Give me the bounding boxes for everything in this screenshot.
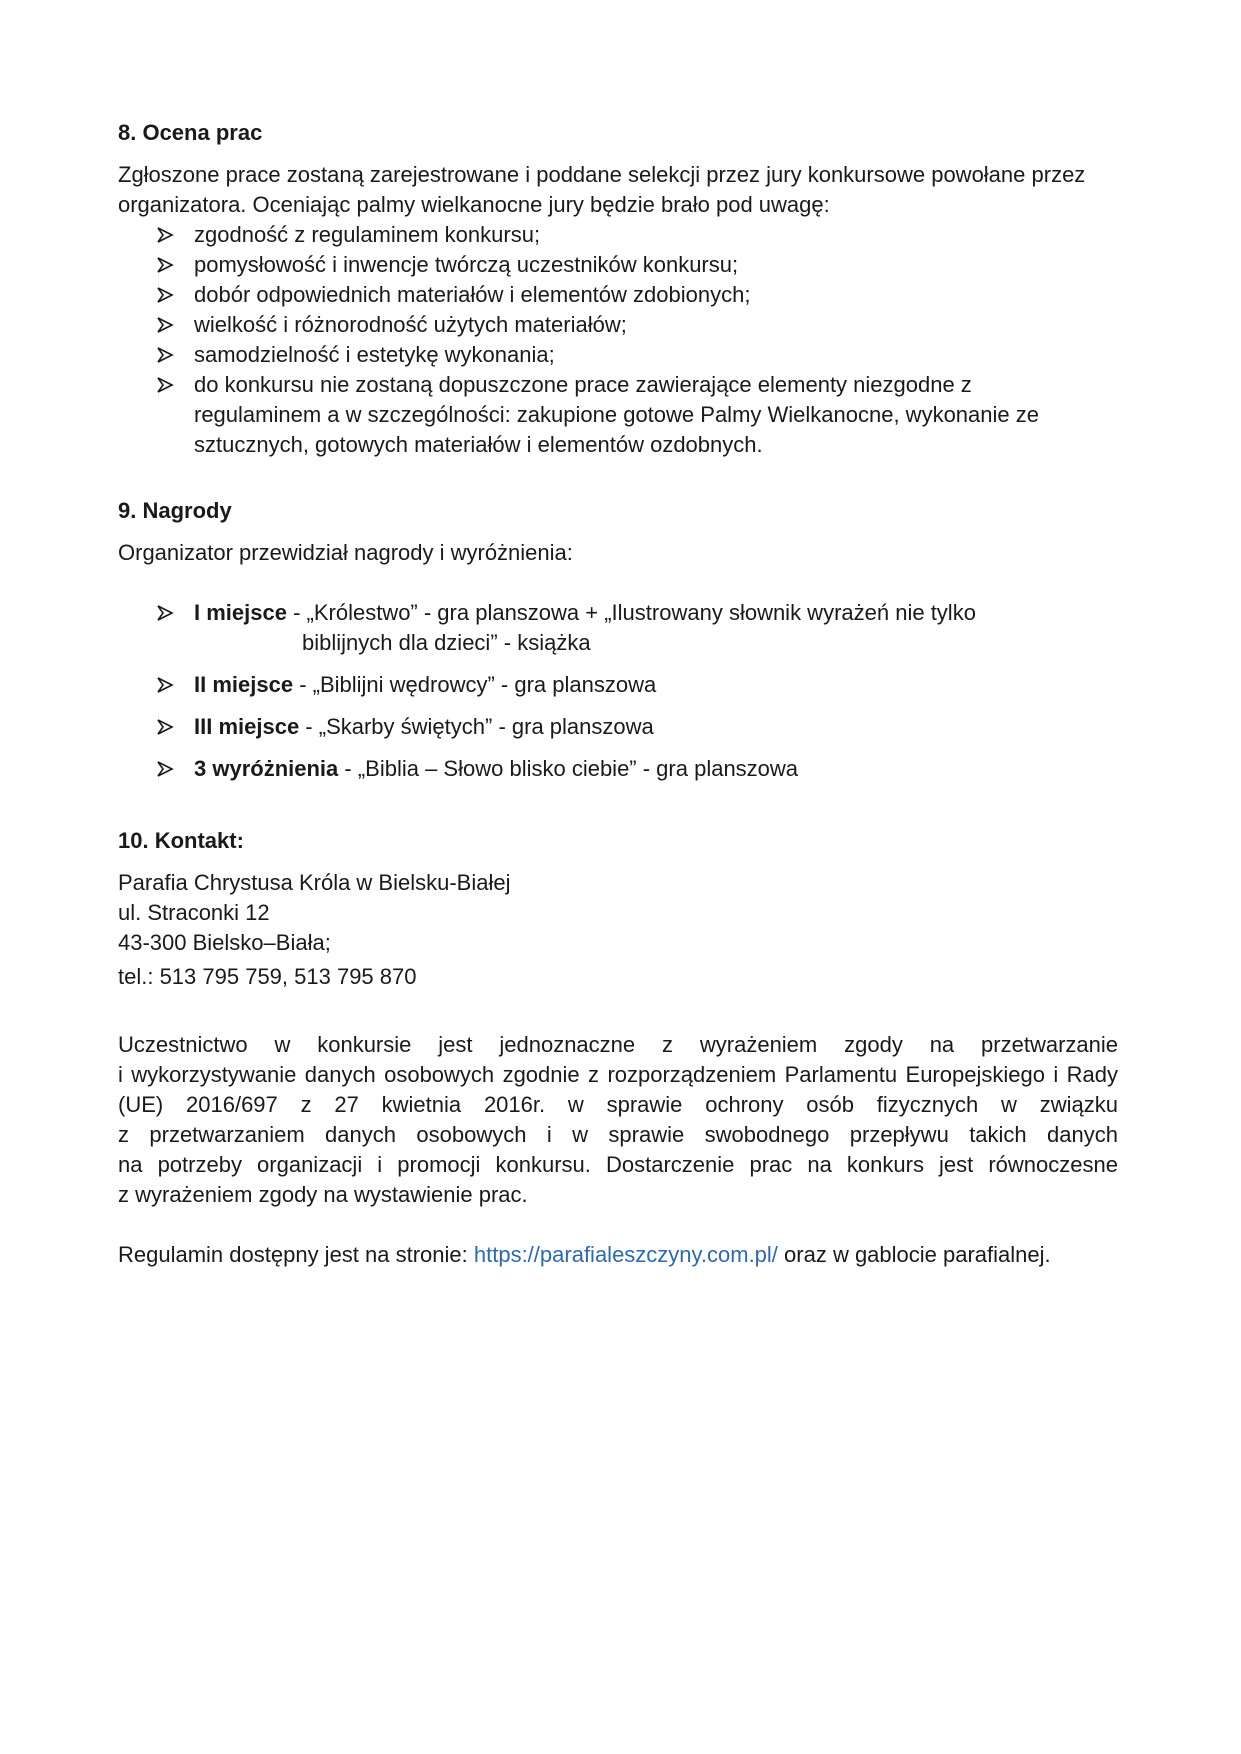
phone-numbers: tel.: 513 795 759, 513 795 870 — [118, 964, 417, 989]
prize-text: - „Biblijni wędrowcy” - gra planszowa — [293, 672, 657, 697]
section-8-intro — [118, 160, 1118, 460]
arrow-bullet-icon — [156, 598, 180, 628]
section-9-intro — [118, 538, 1118, 568]
list-item: pomysłowość i inwencje twórczą uczestników konkursu; — [118, 250, 1118, 280]
section-10-heading: 10. Kontakt: — [118, 828, 244, 853]
arrow-bullet-icon — [156, 754, 180, 784]
consent-line: na potrzeby organizacji i promocji konkursu. Dostarczenie prac na konkurs jest równoczesne — [118, 1152, 1118, 1177]
list-item: do konkursu nie zostaną dopuszczone prace zawierające elementy niezgodne z regulaminem a w szczególności: zakupione gotowe Palmy Wielkanocne, wykonanie ze sztucznych, gotowych materiałów i elementów ozdobnych. — [118, 370, 1118, 460]
arrow-bullet-icon — [156, 220, 180, 250]
consent-paragraph — [118, 1030, 1118, 1210]
arrow-bullet-icon — [156, 340, 180, 370]
list-item: zgodność z regulaminem konkursu; — [118, 220, 1118, 250]
consent-line: i wykorzystywanie danych osobowych zgodnie z rozporządzeniem Parlamentu Europejskiego i Rady — [118, 1062, 1118, 1087]
section-9 — [118, 496, 1118, 526]
arrow-bullet-icon — [156, 250, 180, 280]
section-10 — [118, 826, 1118, 856]
list-item — [118, 670, 1118, 700]
consent-line: (UE) 2016/697 z 27 kwietnia 2016r. w sprawie ochrony osób fizycznych w związku — [118, 1092, 1118, 1117]
section-8-intro-line-1: Zgłoszone prace zostaną zarejestrowane i poddane selekcji przez jury konkursowe powołane przez — [118, 162, 1086, 187]
list-item: wielkość i różnorodność użytych materiałów; — [118, 310, 1118, 340]
regulations-prefix: Regulamin dostępny jest na stronie: — [118, 1242, 474, 1267]
list-item: samodzielność i estetykę wykonania; — [118, 340, 1118, 370]
section-8 — [118, 118, 1118, 148]
regulations-suffix: oraz w gablocie parafialnej. — [777, 1242, 1051, 1267]
list-item — [118, 754, 1118, 784]
address-line: Parafia Chrystusa Króla w Bielsku-Białej — [118, 870, 511, 895]
consent-line: z przetwarzaniem danych osobowych i w sprawie swobodnego przepływu takich danych — [118, 1122, 1118, 1147]
arrow-bullet-icon — [156, 712, 180, 742]
section-8-intro-line-2: organizatora. Oceniając palmy wielkanocne jury będzie brało pod uwagę: — [118, 192, 830, 217]
arrow-bullet-icon — [156, 310, 180, 340]
address-line: 43-300 Bielsko–Biała; — [118, 930, 331, 955]
prize-text-continuation: biblijnych dla dzieci” - książka — [302, 630, 591, 655]
prize-text: - „Skarby świętych” - gra planszowa — [299, 714, 654, 739]
section-9-intro-text: Organizator przewidział nagrody i wyróżnienia: — [118, 540, 573, 565]
arrow-bullet-icon — [156, 370, 180, 400]
prize-label: I miejsce — [194, 600, 287, 625]
arrow-bullet-icon — [156, 670, 180, 700]
prize-text: - „Biblia – Słowo blisko ciebie” - gra planszowa — [338, 756, 799, 781]
prize-label: II miejsce — [194, 672, 294, 697]
prize-label: III miejsce — [194, 714, 300, 739]
regulations-note — [118, 1240, 1118, 1270]
address-line: ul. Straconki 12 — [118, 900, 270, 925]
section-9-heading: 9. Nagrody — [118, 498, 232, 523]
parish-website-link[interactable]: https://parafialeszczyny.com.pl/ — [473, 1242, 778, 1267]
contact-address — [118, 868, 1118, 992]
prize-label: 3 wyróżnienia — [194, 756, 339, 781]
list-item: dobór odpowiednich materiałów i elementów zdobionych; — [118, 280, 1118, 310]
consent-line: z wyrażeniem zgody na wystawienie prac. — [118, 1182, 528, 1207]
list-item — [118, 712, 1118, 742]
section-8-heading: 8. Ocena prac — [118, 120, 263, 145]
criteria-list — [118, 220, 1118, 460]
consent-line: Uczestnictwo w konkursie jest jednoznaczne z wyrażeniem zgody na przetwarzanie — [118, 1032, 1118, 1057]
prize-text: - „Królestwo” - gra planszowa + „Ilustrowany słownik wyrażeń nie tylko — [286, 600, 976, 625]
arrow-bullet-icon — [156, 280, 180, 310]
prize-list — [118, 598, 1118, 796]
list-item — [118, 598, 1118, 658]
